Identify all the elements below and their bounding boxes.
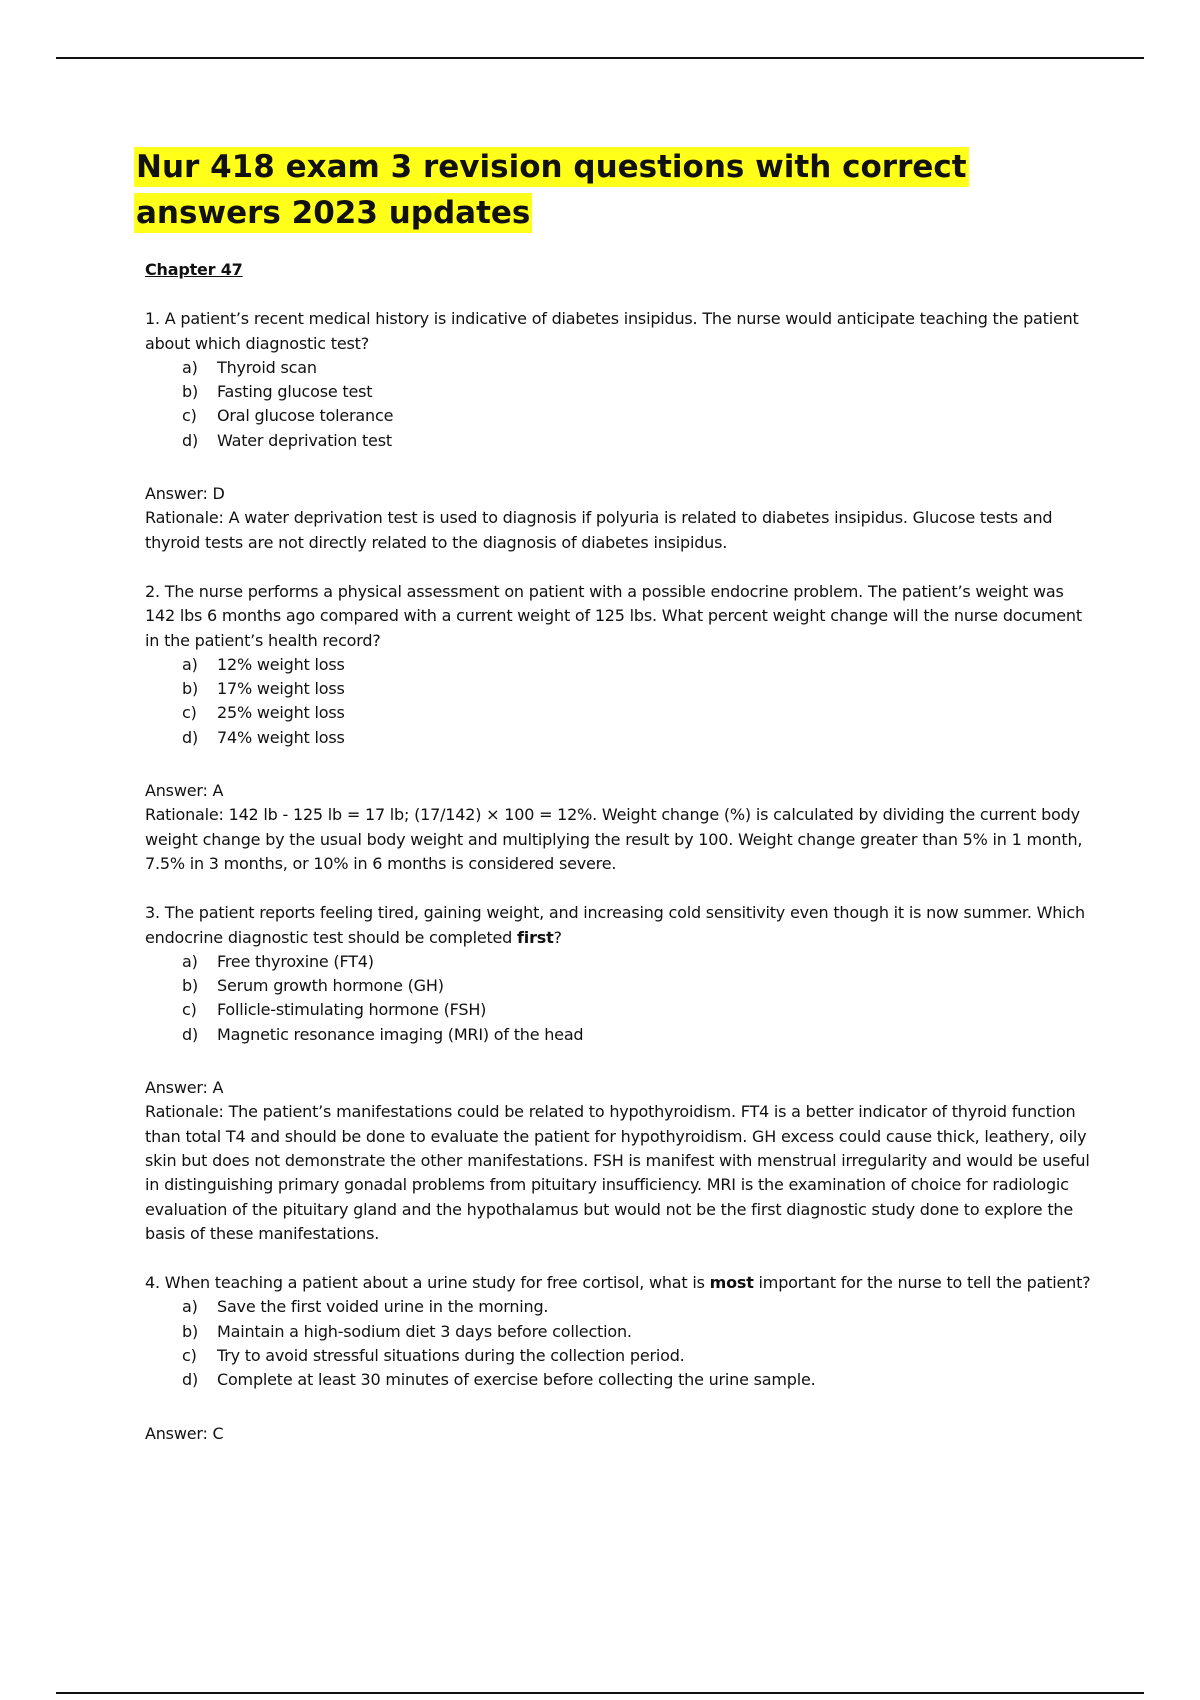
header-rule (56, 57, 1144, 59)
option-list (145, 653, 1095, 750)
question-4 (145, 1271, 1095, 1446)
option-text: Try to avoid stressful situations during the collection period. (217, 1345, 685, 1365)
option-text: Follicle-stimulating hormone (FSH) (217, 1000, 487, 1020)
option-list (145, 1295, 1095, 1392)
option-text: Oral glucose tolerance (217, 406, 394, 426)
question-text-start: 3. The patient reports feeling tired, gaining weight, and increasing cold sensitivity even though it is now summer. Which endocrine diagnostic test should be completed (145, 903, 1085, 947)
document-title (134, 144, 1034, 236)
option-text: Water deprivation test (217, 430, 392, 450)
option-letter: c) (182, 1345, 197, 1365)
option-letter: c) (182, 1000, 197, 1020)
option-text: Fasting glucose test (217, 382, 373, 402)
option-list (145, 356, 1095, 453)
option-item (182, 356, 1095, 380)
title-line-1: Nur 418 exam 3 revision questions with correct (136, 149, 967, 185)
question-1 (145, 307, 1095, 555)
option-item (182, 429, 1095, 453)
option-item (182, 677, 1095, 701)
option-letter: d) (182, 1024, 198, 1044)
question-text-end: ? (553, 927, 562, 947)
option-text: Complete at least 30 minutes of exercise before collecting the urine sample. (217, 1370, 816, 1390)
option-text: Thyroid scan (217, 357, 317, 377)
option-letter: a) (182, 951, 198, 971)
question-text-end: important for the nurse to tell the patient? (753, 1273, 1091, 1293)
option-letter: d) (182, 1370, 198, 1390)
option-item (182, 974, 1095, 998)
option-item (182, 1295, 1095, 1319)
question-text (145, 1271, 1095, 1295)
question-emphasis: first (517, 927, 554, 947)
answer-line: Answer: D (145, 484, 225, 504)
option-item (182, 950, 1095, 974)
option-letter: b) (182, 1321, 198, 1341)
answer-line: Answer: C (145, 1423, 224, 1443)
option-letter: d) (182, 727, 198, 747)
question-text-start: 4. When teaching a patient about a urine study for free cortisol, what is (145, 1273, 710, 1293)
option-item (182, 404, 1095, 428)
rationale-text: Rationale: A water deprivation test is used to diagnosis if polyuria is related to diabetes insipidus. Glucose tests and thyroid tests are not directly related to the diagnosis of diabetes insipidus. (145, 508, 1053, 552)
option-letter: a) (182, 357, 198, 377)
option-letter: b) (182, 382, 198, 402)
option-text: 25% weight loss (217, 703, 345, 723)
option-text: 17% weight loss (217, 679, 345, 699)
document-body (145, 258, 1095, 1446)
option-item (182, 1368, 1095, 1392)
option-letter: d) (182, 430, 198, 450)
option-text: Maintain a high-sodium diet 3 days before collection. (217, 1321, 632, 1341)
question-3 (145, 901, 1095, 1246)
option-letter: a) (182, 1297, 198, 1317)
option-text: Save the first voided urine in the morning. (217, 1297, 549, 1317)
option-item (182, 701, 1095, 725)
option-item (182, 998, 1095, 1022)
option-letter: b) (182, 679, 198, 699)
option-text: 12% weight loss (217, 654, 345, 674)
question-emphasis: most (709, 1273, 754, 1293)
option-item (182, 1023, 1095, 1047)
option-item (182, 1320, 1095, 1344)
answer-line: Answer: A (145, 781, 224, 801)
question-text (145, 901, 1095, 950)
option-text: Free thyroxine (FT4) (217, 951, 374, 971)
option-item (182, 1344, 1095, 1368)
question-2 (145, 580, 1095, 876)
rationale-text: Rationale: The patient’s manifestations could be related to hypothyroidism. FT4 is a better indicator of thyroid function than total T4 and should be done to evaluate the patient for hypothyroidism. GH excess could cause thick, leathery, oily skin but does not demonstrate the other manifestations. FSH is manifest with menstrual irregularity and would be useful in distinguishing primary gonadal problems from pituitary insufficiency. MRI is the examination of choice for radiologic evaluation of the pituitary gland and the hypothalamus but would not be the first diagnostic study done to explore the basis of these manifestations. (145, 1102, 1090, 1243)
chapter-heading: Chapter 47 (145, 260, 243, 279)
option-item (182, 653, 1095, 677)
question-text: 1. A patient’s recent medical history is indicative of diabetes insipidus. The nurse would anticipate teaching the patient about which diagnostic test? (145, 309, 1079, 353)
option-letter: a) (182, 654, 198, 674)
option-text: Serum growth hormone (GH) (217, 976, 444, 996)
answer-line: Answer: A (145, 1078, 224, 1098)
rationale-text: Rationale: 142 lb - 125 lb = 17 lb; (17/142) × 100 = 12%. Weight change (%) is calculated by dividing the current body weight change by the usual body weight and multiplying the result by 100. Weight change greater than 5% in 1 month, 7.5% in 3 months, or 10% in 6 months is considered severe. (145, 805, 1083, 873)
title-line-2: answers 2023 updates (136, 195, 531, 231)
question-text: 2. The nurse performs a physical assessment on patient with a possible endocrine problem. The patient’s weight was 142 lbs 6 months ago compared with a current weight of 125 lbs. What percent weight change will the nurse document in the patient’s health record? (145, 581, 1082, 650)
option-letter: c) (182, 703, 197, 723)
footer-rule (56, 1692, 1144, 1694)
option-text: 74% weight loss (217, 727, 345, 747)
option-letter: b) (182, 976, 198, 996)
option-item (182, 380, 1095, 404)
option-list (145, 950, 1095, 1047)
option-letter: c) (182, 406, 197, 426)
option-item (182, 726, 1095, 750)
option-text: Magnetic resonance imaging (MRI) of the head (217, 1024, 584, 1044)
